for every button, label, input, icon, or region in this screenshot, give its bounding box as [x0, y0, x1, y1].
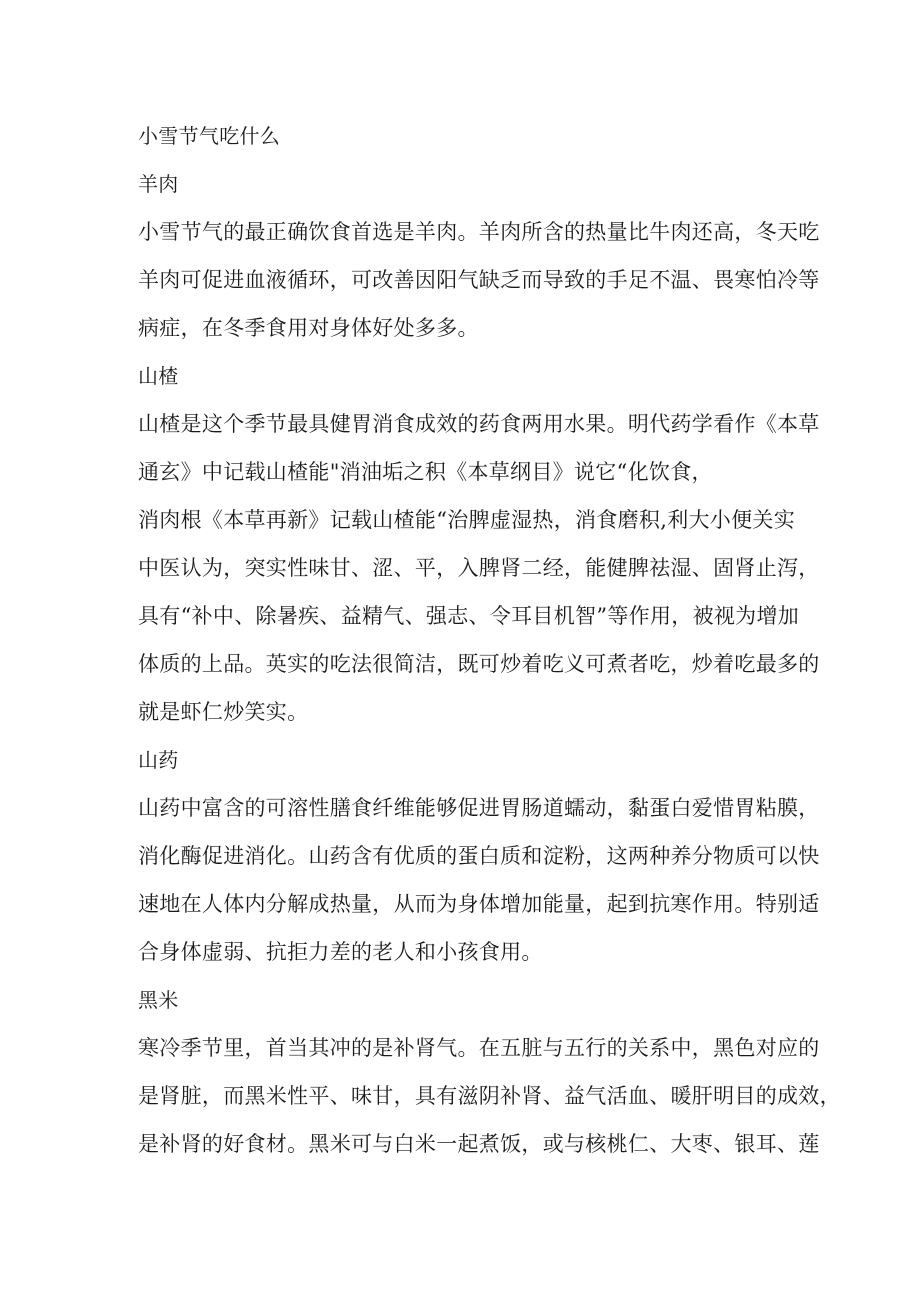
paragraph-line: 就是虾仁炒笑实。	[138, 700, 309, 724]
paragraph-line: 羊肉可促进血液循环，可改善因阳气缺乏而导致的手足不温、畏寒怕冷等	[138, 268, 820, 292]
paragraph-line: 是补肾的好食材。黑米可与白米一起煮饭，或与核桃仁、大枣、银耳、莲	[138, 1132, 820, 1156]
paragraph-line: 消化酶促进消化。山药含有优质的蛋白质和淀粉，这两种养分物质可以快	[138, 844, 820, 868]
paragraph-line: 合身体虚弱、抗拒力差的老人和小孩食用。	[138, 940, 543, 964]
paragraph-line: 通玄》中记载山楂能"消油垢之积《本草纲目》说它“化饮食，	[138, 460, 713, 484]
paragraph-line: 具有“补中、除暑疾、益精气、强志、令耳目机智”等作用，被视为增加	[138, 604, 800, 628]
section-heading-hawthorn: 山楂	[138, 364, 179, 388]
paragraph-line: 小雪节气的最正确饮食首选是羊肉。羊肉所含的热量比牛肉还高，冬天吃	[138, 220, 820, 244]
paragraph-line: 山楂是这个季节最具健胃消食成效的药食两用水果。明代药学看作《本草	[138, 412, 820, 436]
paragraph-line: 病症，在冬季食用对身体好处多多。	[138, 316, 479, 340]
section-heading-mutton: 羊肉	[138, 172, 179, 196]
section-heading-yam: 山药	[138, 748, 179, 772]
paragraph-line: 中医认为，突实性味甘、涩、平，入脾肾二经，能健脾祛湿、固肾止泻，	[138, 556, 820, 580]
paragraph-line: 是肾脏，而黑米性平、味甘，具有滋阴补肾、益气活血、暖肝明目的成效，	[138, 1084, 841, 1108]
document-title: 小雪节气吃什么	[138, 124, 281, 148]
paragraph-line: 寒冷季节里，首当其冲的是补肾气。在五脏与五行的关系中，黑色对应的	[138, 1036, 820, 1060]
section-heading-black-rice: 黑米	[138, 988, 179, 1012]
paragraph-line: 山药中富含的可溶性膳食纤维能够促进胃肠道蠕动，黏蛋白爱惜胃粘膜，	[138, 796, 820, 820]
paragraph-line: 体质的上品。英实的吃法很简洁，既可炒着吃义可煮者吃，炒着吃最多的	[138, 652, 820, 676]
paragraph-line: 消肉根《本草再新》记载山楂能“治脾虚湿热，消食磨积,利大小便关实	[138, 508, 796, 532]
paragraph-line: 速地在人体内分解成热量，从而为身体增加能量，起到抗寒作用。特别适	[138, 892, 820, 916]
